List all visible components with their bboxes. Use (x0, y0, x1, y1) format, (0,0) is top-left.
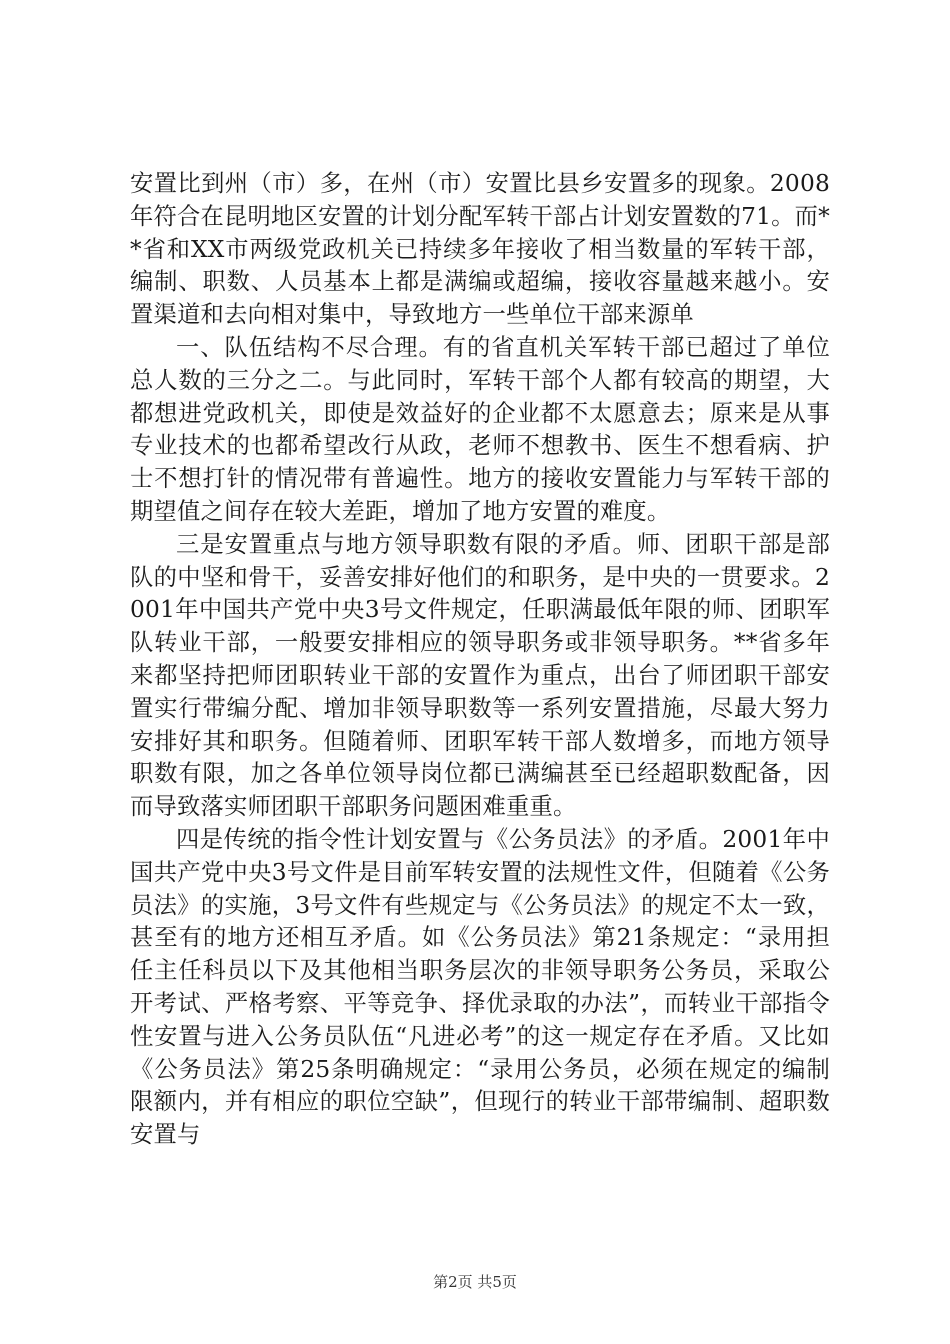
paragraph-2: 一、队伍结构不尽合理。有的省直机关军转干部已超过了单位总人数的三分之二。与此同时，军转干部个人都有较高的期望，大都想进党政机关，即使是效益好的企业都不太愿意去；原来是从事专业技术的也都希望改行从政，老师不想教书、医生不想看病、护士不想打针的情况带有普遍性。地方的接收安置能力与军转干部的期望值之间存在较大差距，增加了地方安置的难度。 (130, 333, 830, 525)
page-number-footer: 第2页 共5页 (433, 1273, 517, 1291)
paragraph-3: 三是安置重点与地方领导职数有限的矛盾。师、团职干部是部队的中坚和骨干，妥善安排好他们的和职务，是中央的一贯要求。2001年中国共产党中央3号文件规定，任职满最低年限的师、团职军队转业干部，一般要安排相应的领导职务或非领导职务。**省多年来都坚持把师团职转业干部的安置作为重点，出台了师团职干部安置实行带编分配、增加非领导职数等一系列安置措施，尽最大努力安排好其和职务。但随着师、团职军转干部人数增多，而地方领导职数有限，加之各单位领导岗位都已满编甚至已经超职数配备，因而导致落实师团职干部职务问题困难重重。 (130, 530, 830, 821)
paragraph-1: 安置比到州（市）多，在州（市）安置比县乡安置多的现象。2008年符合在昆明地区安置的计划分配军转干部占计划安置数的71。而**省和XX市两级党政机关已持续多年接收了相当数量的军转干部，编制、职数、人员基本上都是满编或超编，接收容量越来越小。安置渠道和去向相对集中，导致地方一些单位干部来源单 (130, 170, 830, 329)
paragraph-4: 四是传统的指令性计划安置与《公务员法》的矛盾。2001年中国共产党中央3号文件是目前军转安置的法规性文件，但随着《公务员法》的实施，3号文件有些规定与《公务员法》的规定不太一致，甚至有的地方还相互矛盾。如《公务员法》第21条规定：“录用担任主任科员以下及其他相当职务层次的非领导职务公务员，采取公开考试、严格考察、平等竞争、择优录取的办法”，而转业干部指令性安置与进入公务员队伍“凡进必考”的这一规定存在矛盾。又比如《公务员法》第25条明确规定：“录用公务员，必须在规定的编制限额内，并有相应的职位空缺”，但现行的转业干部带编制、超职数安置与 (130, 825, 830, 1149)
document-body (130, 168, 830, 1152)
